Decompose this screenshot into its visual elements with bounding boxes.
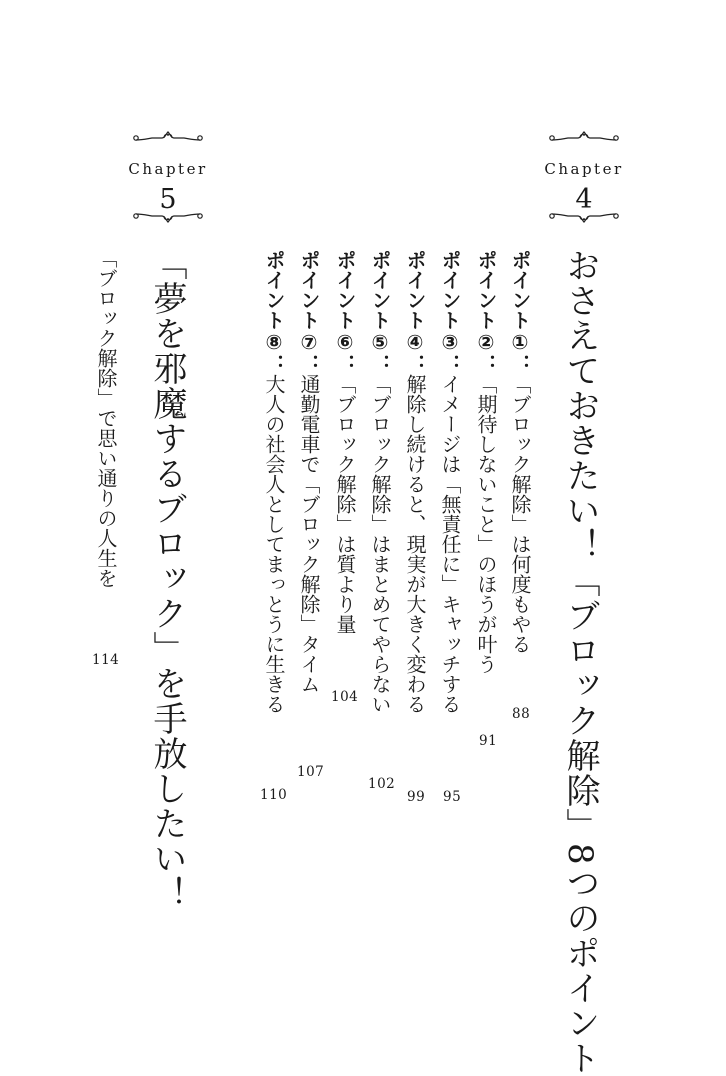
point-2-page: 91	[479, 733, 498, 749]
point-6-text: 「ブロック解除」は質より量	[333, 374, 357, 634]
point-4-label: ポイント④：	[403, 250, 427, 374]
point-8-text: 大人の社会人としてまっとうに生きる	[262, 374, 286, 714]
top-flourish-ornament	[132, 128, 204, 144]
point-3-label: ポイント③：	[438, 250, 462, 374]
point-8-label: ポイント⑧：	[262, 250, 286, 374]
point-6-page: 104	[331, 689, 359, 705]
point-7-entry	[299, 250, 319, 694]
chapter-5-label: Chapter	[128, 160, 208, 178]
point-5-page: 102	[368, 776, 396, 792]
point-3-text: イメージは「無責任に」キャッチする	[438, 374, 462, 714]
point-7-label: ポイント⑦：	[297, 250, 321, 374]
point-7-text: 通勤電車で「ブロック解除」タイム	[297, 374, 321, 694]
point-3-entry	[440, 250, 460, 714]
point-8-page: 110	[260, 787, 288, 803]
point-1-page: 88	[512, 706, 531, 722]
point-8-entry	[264, 250, 284, 714]
point-2-text: 「期待しないこと」のほうが叶う	[474, 374, 498, 674]
top-flourish-ornament	[548, 128, 620, 144]
point-1-label: ポイント①：	[508, 250, 532, 374]
point-5-label: ポイント⑤：	[368, 250, 392, 374]
point-6-label: ポイント⑥：	[333, 250, 357, 374]
point-2-entry	[476, 250, 496, 674]
point-1-text: 「ブロック解除」は何度もやる	[508, 374, 532, 654]
point-3-page: 95	[443, 789, 462, 805]
point-6-entry	[335, 250, 355, 634]
point-7-page: 107	[297, 764, 325, 780]
chapter-5-title: 「夢を邪魔するブロック」を手放したい！	[147, 246, 187, 911]
point-5-entry	[370, 250, 390, 714]
chapter-5-entry-text: 「ブロック解除」で思い通りの人生を	[94, 248, 118, 588]
chapter-5-entry-page: 114	[92, 652, 120, 668]
point-4-page: 99	[407, 789, 426, 805]
point-4-entry	[405, 250, 425, 714]
bottom-flourish-ornament	[132, 210, 204, 226]
chapter-4-label: Chapter	[544, 160, 624, 178]
point-1-entry	[510, 250, 530, 654]
chapter-4-number: 4	[575, 184, 593, 215]
chapter-4-title: おさえておきたい！「ブロック解除」8つのポイント	[560, 248, 600, 1076]
chapter-5-number: 5	[159, 184, 177, 215]
point-4-text: 解除し続けると、現実が大きく変わる	[403, 374, 427, 714]
point-5-text: 「ブロック解除」はまとめてやらない	[368, 374, 392, 714]
point-2-label: ポイント②：	[474, 250, 498, 374]
bottom-flourish-ornament	[548, 210, 620, 226]
